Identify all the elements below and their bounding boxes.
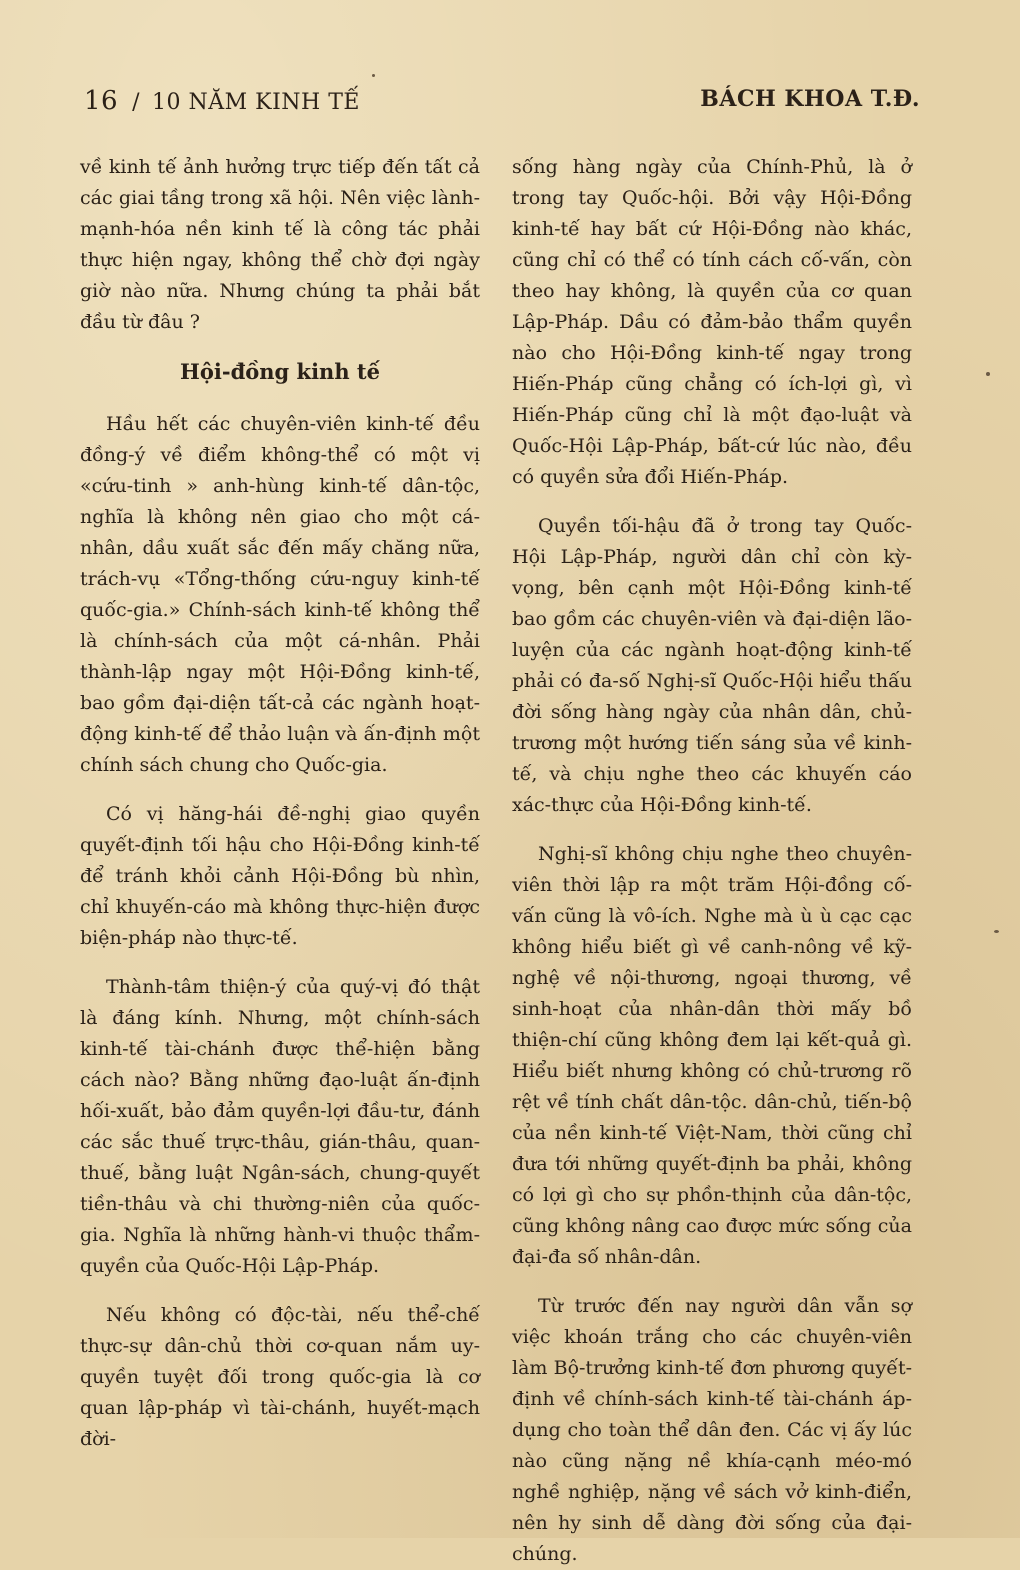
paragraph: Từ trước đến nay người dân vẫn sợ việc khoán trắng cho các chuyên-viên làm Bộ-trưởng kinh-tế đơn phương quyết-định về chính-sách kinh-tế tài-chánh áp-dụng cho toàn thể dân đen. Các vị ấy lúc nào cũng nặng nề khía-cạnh méo-mó nghề nghiệp, nặng về sách vở kinh-điển, nên hy sinh dễ dàng đời sống của đại-chúng. xyxy=(512,1295,912,1565)
header-separator: / xyxy=(132,90,141,115)
journal-title: BÁCH KHOA T.Đ. xyxy=(700,86,920,112)
running-header xyxy=(84,86,920,122)
paper-speck xyxy=(994,930,999,933)
paragraph: sống hàng ngày của Chính-Phủ, là ở trong tay Quốc-hội. Bởi vậy Hội-Đồng kinh-tế hay bất cứ Hội-Đồng nào khác, cũng chỉ có thể có tính cách cố-vấn, còn theo hay không, là quyền của cơ quan Lập-Pháp. Dầu có đảm-bảo thẩm quyền nào cho Hội-Đồng kinh-tế ngay trong Hiến-Pháp cũng chẳng có ích-lợi gì, vì Hiến-Pháp cũng chỉ là một đạo-luật và Quốc-Hội Lập-Pháp, bất-cứ lúc nào, đều có quyền sửa đổi Hiến-Pháp. xyxy=(512,156,912,488)
paragraph: về kinh tế ảnh hưởng trực tiếp đến tất cả các giai tầng trong xã hội. Nên việc lành-mạnh-hóa nền kinh tế là công tác phải thực hiện ngay, không thể chờ đợi ngày giờ nào nữa. Nhưng chúng ta phải bắt đầu từ đâu ? xyxy=(80,156,480,333)
paragraph: Hầu hết các chuyên-viên kinh-tế đều đồng-ý về điểm không-thể có một vị «cứu-tinh » anh-hùng kinh-tế dân-tộc, nghĩa là không nên giao cho một cá-nhân, dầu xuất sắc đến mấy chăng nữa, trách-vụ «Tổng-thống cứu-nguy kinh-tế quốc-gia.» Chính-sách kinh-tế không thể là chính-sách của một cá-nhân. Phải thành-lập ngay một Hội-Đồng kinh-tế, bao gồm đại-diện tất-cả các ngành hoạt-động kinh-tế để thảo luận và ấn-định một chính sách chung cho Quốc-gia. xyxy=(80,413,480,776)
paper-speck xyxy=(986,372,990,376)
paragraph: Quyền tối-hậu đã ở trong tay Quốc-Hội Lập-Pháp, người dân chỉ còn kỳ-vọng, bên cạnh một Hội-Đồng kinh-tế bao gồm các chuyên-viên và đại-diện lão-luyện của các ngành hoạt-động kinh-tế phải có đa-số Nghị-sĩ Quốc-Hội hiểu thấu đời sống hàng ngày của nhân dân, chủ-trương một hướng tiến sáng sủa về kinh-tế, và chịu nghe theo các khuyến cáo xác-thực của Hội-Đồng kinh-tế. xyxy=(512,515,912,816)
right-column xyxy=(512,152,912,1570)
paragraph: Thành-tâm thiện-ý của quý-vị đó thật là đáng kính. Nhưng, một chính-sách kinh-tế tài-chánh được thể-hiện bằng cách nào? Bằng những đạo-luật ấn-định hối-xuất, bảo đảm quyền-lợi đầu-tư, đánh các sắc thuế trực-thâu, gián-thâu, quan-thuế, bằng luật Ngân-sách, chung-quyết tiền-thâu và chi thường-niên của quốc-gia. Nghĩa là những hành-vi thuộc thẩm-quyền của Quốc-Hội Lập-Pháp. xyxy=(80,976,480,1277)
paragraph: Nghị-sĩ không chịu nghe theo chuyên-viên thời lập ra một trăm Hội-đồng cố-vấn cũng là vô-ích. Nghe mà ù ù cạc cạc không hiểu biết gì về canh-nông về kỹ-nghệ về nội-thương, ngoại thương, về sinh-hoạt của nhân-dân thời mấy bồ thiện-chí cũng không đem lại kết-quả gì. Hiểu biết nhưng không có chủ-trương rõ rệt về tính chất dân-tộc. dân-chủ, tiến-bộ của nền kinh-tế Việt-Nam, thời cũng chỉ đưa tới những quyết-định ba phải, không có lợi gì cho sự phồn-thịnh của dân-tộc, cũng không nâng cao được mức sống của đại-đa số nhân-dân. xyxy=(512,843,912,1268)
paper-speck xyxy=(372,74,375,77)
section-heading: Hội-đồng kinh tế xyxy=(180,359,380,384)
paragraph: Nếu không có độc-tài, nếu thể-chế thực-sự dân-chủ thời cơ-quan nắm uy-quyền tuyệt đối trong quốc-gia là cơ quan lập-pháp vì tài-chánh, huyết-mạch đời- xyxy=(80,1304,480,1450)
left-column xyxy=(80,152,480,1455)
header-left xyxy=(84,86,360,116)
paragraph: Có vị hăng-hái đề-nghị giao quyền quyết-định tối hậu cho Hội-Đồng kinh-tế để tránh khỏi cảnh Hội-Đồng bù nhìn, chỉ khuyến-cáo mà không thực-hiện được biện-pháp nào thực-tế. xyxy=(80,803,480,949)
page-number: 16 xyxy=(84,86,119,116)
book-title: 10 NĂM KINH TẾ xyxy=(152,90,360,115)
